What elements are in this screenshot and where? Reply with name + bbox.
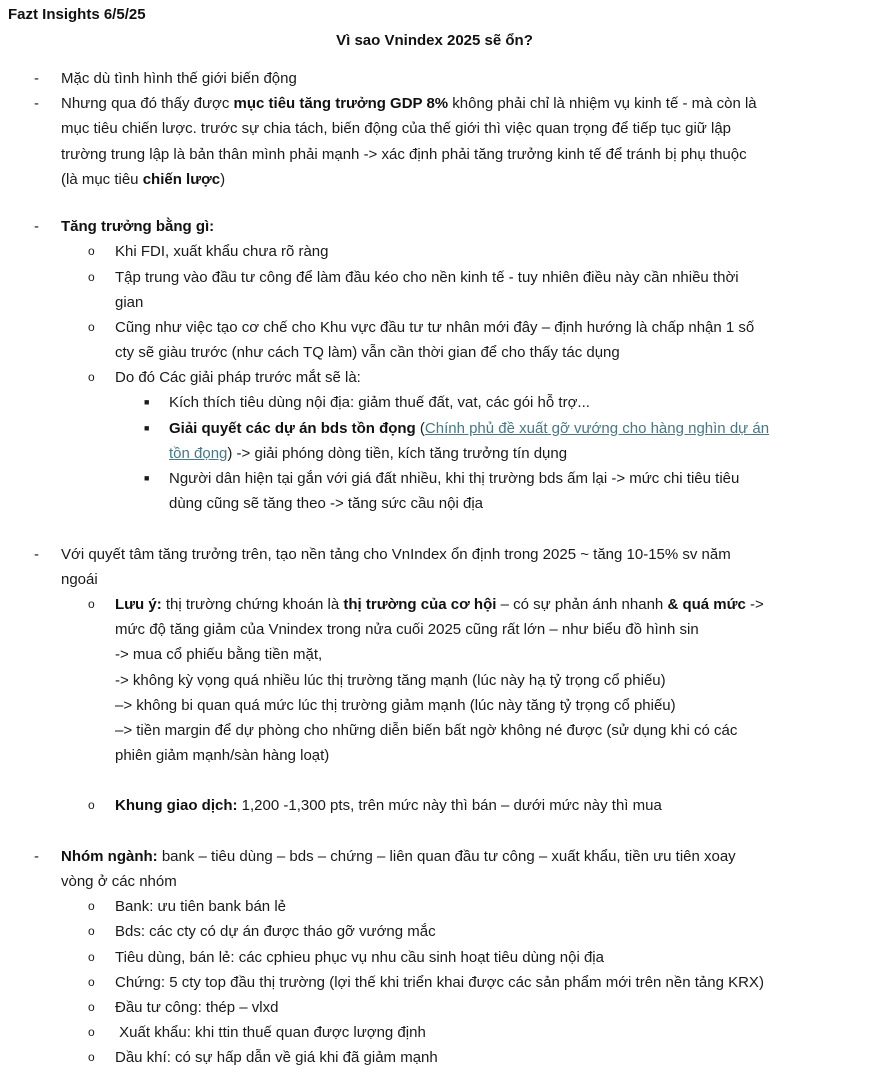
bullet-text: không phải chỉ là nhiệm vụ kinh tế - mà còn là (448, 95, 757, 113)
bullet-continuation (0, 441, 869, 466)
sub-sub-bullet-item (0, 416, 869, 441)
sub-bullet-item (0, 592, 869, 617)
document-header: Fazt Insights 6/5/25 (8, 6, 146, 23)
bold-text: Nhóm ngành: (61, 847, 158, 865)
bullet-text: Cũng như việc tạo cơ chế cho Khu vực đầu tư tư nhân mới đây – định hướng là chấp nhận 1 số (115, 318, 755, 336)
sub-sub-bullet-item (0, 390, 869, 415)
bullet-continuation: vòng ở các nhóm (61, 873, 177, 890)
sub-bullet-item (0, 265, 869, 290)
sector-text: Tiêu dùng, bán lẻ: các cphieu phục vụ nhu cầu sinh hoạt tiêu dùng nội địa (115, 948, 604, 966)
bold-text: Giải quyết các dự án bds tồn đọng (169, 419, 416, 437)
bullet-continuation: -> mua cổ phiếu bằng tiền mặt, (115, 646, 323, 664)
square-bullet-icon: ■ (144, 422, 150, 433)
bullet-text: Nhưng qua đó thấy được (61, 95, 234, 113)
spacer (0, 819, 869, 844)
circle-bullet-icon: o (88, 999, 95, 1014)
sector-item (0, 970, 869, 995)
sector-item (0, 1020, 869, 1045)
bullet-continuation: mục tiêu chiến lược. trước sự chia tách, biến động của thế giới thì việc quan trọng để tiếp tục giữ lập (61, 120, 732, 138)
sector-text: Dầu khí: có sự hấp dẫn về giá khi đã giảm mạnh (115, 1049, 438, 1067)
bullet-text: Với quyết tâm tăng trưởng trên, tạo nền tảng cho VnIndex ổn định trong 2025 ~ tăng 10-15% sv năm (61, 545, 731, 563)
bullet-text: Tập trung vào đầu tư công để làm đầu kéo cho nền kinh tế - tuy nhiên điều này cần nhiều thời (115, 268, 739, 286)
document-body (0, 66, 869, 1071)
dash-bullet-icon: - (34, 545, 39, 563)
bullet-continuation (0, 167, 869, 192)
bold-text: thị trường của cơ hội (343, 595, 497, 613)
bullet-continuation: cty sẽ giàu trước (như cách TQ làm) vẫn cần thời gian để cho thấy tác dụng (115, 344, 620, 362)
sub-sub-bullet-item (0, 466, 869, 491)
bold-text: & quá mức (667, 595, 746, 613)
sub-bullet-item (0, 793, 869, 818)
sector-text: Xuất khẩu: khi ttin thuế quan được lượng định (115, 1024, 426, 1042)
sector-text: Đầu tư công: thép – vlxd (115, 998, 279, 1016)
bullet-text: -> (745, 595, 764, 613)
bullet-text: Kích thích tiêu dùng nội địa: giảm thuế đất, vat, các gói hỗ trợ... (169, 394, 590, 412)
bullet-item (0, 542, 869, 567)
bold-text: chiến lược (142, 170, 221, 188)
circle-bullet-icon: o (88, 924, 95, 939)
bullet-continuation: –> không bi quan quá mức lúc thị trường giảm mạnh (lúc này tăng tỷ trọng cổ phiếu) (115, 696, 676, 714)
circle-bullet-icon: o (88, 596, 95, 611)
sector-text: Bank: ưu tiên bank bán lẻ (115, 898, 286, 916)
bullet-continuation: trường trung lập là bản thân mình phải mạnh -> xác định phải tăng trưởng kinh tế để tránh bị phụ thuộc (61, 145, 747, 163)
sector-text: Bds: các cty có dự án được tháo gỡ vướng mắc (115, 923, 436, 941)
bullet-text: – có sự phản ánh nhanh (496, 595, 668, 613)
bullet-item (0, 844, 869, 869)
dash-bullet-icon: - (34, 218, 39, 236)
bullet-item (0, 214, 869, 239)
sector-item (0, 1045, 869, 1070)
bullet-continuation: mức độ tăng giảm của Vnindex trong nửa cuối 2025 cũng rất lớn – như biểu đồ hình sin (115, 621, 699, 639)
bullet-item (0, 91, 869, 116)
spacer (0, 516, 869, 541)
bullet-text: bank – tiêu dùng – bds – chứng – liên quan đầu tư công – xuất khẩu, tiền ưu tiên xoay (157, 847, 736, 865)
circle-bullet-icon: o (88, 798, 95, 813)
sector-text: Chứng: 5 cty top đầu thị trường (lợi thế khi triển khai được các sản phẩm mới trên nền tảng KRX) (115, 973, 764, 991)
bullet-continuation: gian (115, 293, 144, 311)
sub-bullet-item (0, 315, 869, 340)
bullet-continuation: ngoái (61, 570, 98, 588)
bullet-continuation: phiên giảm mạnh/sàn hàng loạt) (115, 747, 330, 765)
bullet-text: Người dân hiện tại gắn với giá đất nhiều, khi thị trường bds ấm lại -> mức chi tiêu tiêu (169, 470, 740, 487)
circle-bullet-icon: o (88, 244, 95, 259)
bold-text: Lưu ý: (115, 595, 162, 613)
bullet-text: ) -> giải phóng dòng tiền, kích tăng trưởng tín dụng (227, 444, 568, 462)
circle-bullet-icon: o (88, 269, 95, 284)
sector-item (0, 919, 869, 944)
news-link[interactable]: tồn đọng (169, 444, 228, 462)
sector-item (0, 945, 869, 970)
circle-bullet-icon: o (88, 974, 95, 989)
section-heading: Tăng trưởng bằng gì: (61, 218, 215, 236)
document-title: Vì sao Vnindex 2025 sẽ ổn? (336, 32, 533, 49)
bullet-text: Khi FDI, xuất khẩu chưa rõ ràng (115, 243, 329, 261)
bullet-text: Mặc dù tình hình thế giới biến động (61, 70, 297, 87)
circle-bullet-icon: o (88, 370, 95, 385)
circle-bullet-icon: o (88, 899, 95, 914)
circle-bullet-icon: o (88, 319, 95, 334)
bullet-text: 1,200 -1,300 pts, trên mức này thì bán – dưới mức này thì mua (237, 797, 662, 815)
bullet-item (0, 66, 869, 91)
bullet-text: (là mục tiêu (61, 170, 143, 188)
bullet-continuation: dùng cũng sẽ tăng theo -> tăng sức cầu nội địa (169, 495, 484, 513)
spacer (0, 768, 869, 793)
dash-bullet-icon: - (34, 847, 39, 865)
sector-item (0, 894, 869, 919)
sub-bullet-item (0, 239, 869, 264)
bold-text: mục tiêu tăng trưởng GDP 8% (233, 95, 449, 113)
bullet-text: ( (415, 419, 425, 437)
bullet-continuation: -> không kỳ vọng quá nhiều lúc thị trường tăng mạnh (lúc này hạ tỷ trọng cổ phiếu) (115, 671, 666, 689)
bullet-text: Do đó Các giải pháp trước mắt sẽ là: (115, 369, 361, 387)
bullet-text: ) (220, 170, 226, 188)
circle-bullet-icon: o (88, 1025, 95, 1040)
circle-bullet-icon: o (88, 1050, 95, 1065)
circle-bullet-icon: o (88, 949, 95, 964)
sector-item (0, 995, 869, 1020)
sub-bullet-item (0, 365, 869, 390)
dash-bullet-icon: - (34, 95, 39, 113)
square-bullet-icon: ■ (144, 397, 150, 408)
dash-bullet-icon: - (34, 70, 39, 87)
bullet-continuation: –> tiền margin để dự phòng cho những diễn biến bất ngờ không né được (sử dụng khi có các (115, 721, 738, 739)
bullet-text: thị trường chứng khoán là (161, 595, 344, 613)
bold-text: Khung giao dịch: (115, 797, 238, 815)
news-link[interactable]: Chính phủ đề xuất gỡ vướng cho hàng nghìn dự án (424, 419, 770, 437)
square-bullet-icon: ■ (144, 473, 150, 483)
